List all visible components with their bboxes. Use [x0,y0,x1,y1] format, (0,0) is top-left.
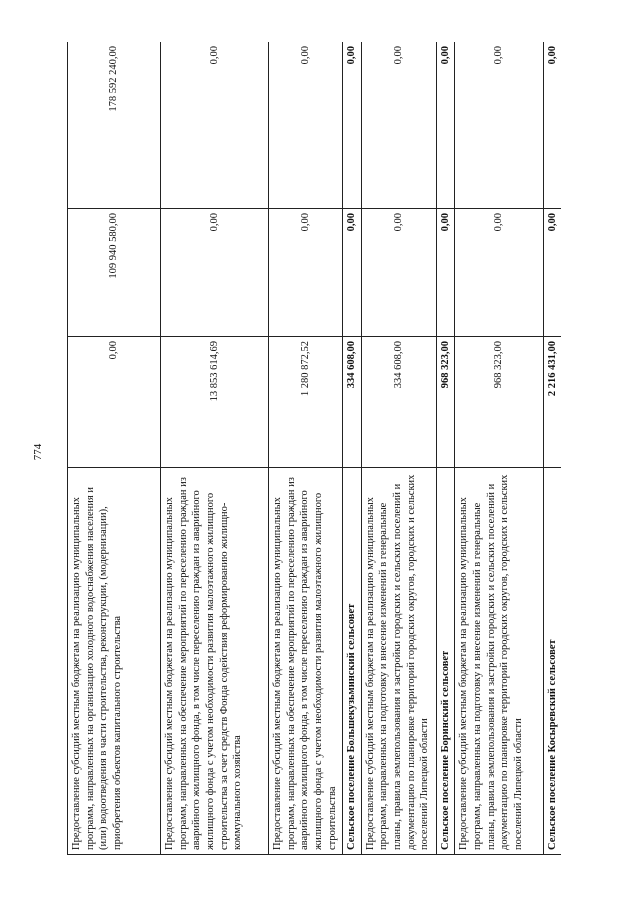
row-description: Предоставление субсидий местным бюджетам на реализацию муниципальных программ, направленных на подготовку и внесение изменений в генеральные планы, правила землепользования и застройки городских и сельских поселений и документацию по планировке территорий городских округов, городских и сельских поселений Липецкой области [455,468,544,855]
row-description: Предоставление субсидий местным бюджетам на реализацию муниципальных программ, направленных на обеспечение мероприятий по переселению граждан из аварийного жилищного фонда, в том числе переселению граждан из аварийного жилищного фонда с учетом необходимости развития малоэтажного жилищного строительства [269,468,343,855]
landscape-content [67,42,561,855]
row-value-3: 178 592 240,00 [68,42,161,209]
row-value-1: 1 280 872,52 [269,337,343,468]
row-value-3: 0,00 [161,42,269,209]
row-value-1: 0,00 [68,337,161,468]
table-row [161,42,269,855]
section-value-3: 0,00 [343,42,362,209]
section-value-1: 968 323,00 [436,337,455,468]
page-number: 774 [32,443,44,461]
row-value-1: 13 853 614,69 [161,337,269,468]
row-description: Предоставление субсидий местным бюджетам на реализацию муниципальных программ, направленных на организацию холодного водоснабжения населения и (или) водоотведения в части строительства, реконструкции, (модернизации), приобретения объектов капитального строительства [68,468,161,855]
budget-table [67,42,561,855]
table-row [455,42,544,855]
row-value-3: 0,00 [361,42,436,209]
rotated-page [67,42,561,855]
row-value-1: 334 608,00 [361,337,436,468]
table-row [269,42,343,855]
table-row [68,42,161,855]
section-value-1: 2 216 431,00 [544,337,561,468]
row-value-2: 0,00 [269,209,343,337]
section-row [544,42,561,855]
row-description: Предоставление субсидий местным бюджетам на реализацию муниципальных программ, направленных на подготовку и внесение изменений в генеральные планы, правила землепользования и застройки городских и сельских поселений и документацию по планировке территорий городских округов, городских и сельских поселений Липецкой области [361,468,436,855]
section-value-1: 334 608,00 [343,337,362,468]
section-row [436,42,455,855]
section-value-3: 0,00 [544,42,561,209]
row-value-3: 0,00 [455,42,544,209]
section-title: Сельское поселение Большекузьминский сельсовет [343,468,362,855]
table-row [361,42,436,855]
row-value-1: 968 323,00 [455,337,544,468]
section-title: Сельское поселение Боринский сельсовет [436,468,455,855]
section-value-2: 0,00 [544,209,561,337]
row-value-2: 0,00 [455,209,544,337]
section-value-3: 0,00 [436,42,455,209]
section-row [343,42,362,855]
section-value-2: 0,00 [343,209,362,337]
section-value-2: 0,00 [436,209,455,337]
row-value-3: 0,00 [269,42,343,209]
section-title: Сельское поселение Косыревский сельсовет [544,468,561,855]
row-value-2: 109 940 580,00 [68,209,161,337]
row-value-2: 0,00 [161,209,269,337]
row-value-2: 0,00 [361,209,436,337]
row-description: Предоставление субсидий местным бюджетам на реализацию муниципальных программ, направленных на обеспечение мероприятий по переселению граждан из аварийного жилищного фонда, в том числе переселению граждан из аварийного жилищного фонда с учетом необходимости развития малоэтажного жилищного строительства за счет средств Фонда содействия реформированию жилищно-коммунального хозяйства [161,468,269,855]
